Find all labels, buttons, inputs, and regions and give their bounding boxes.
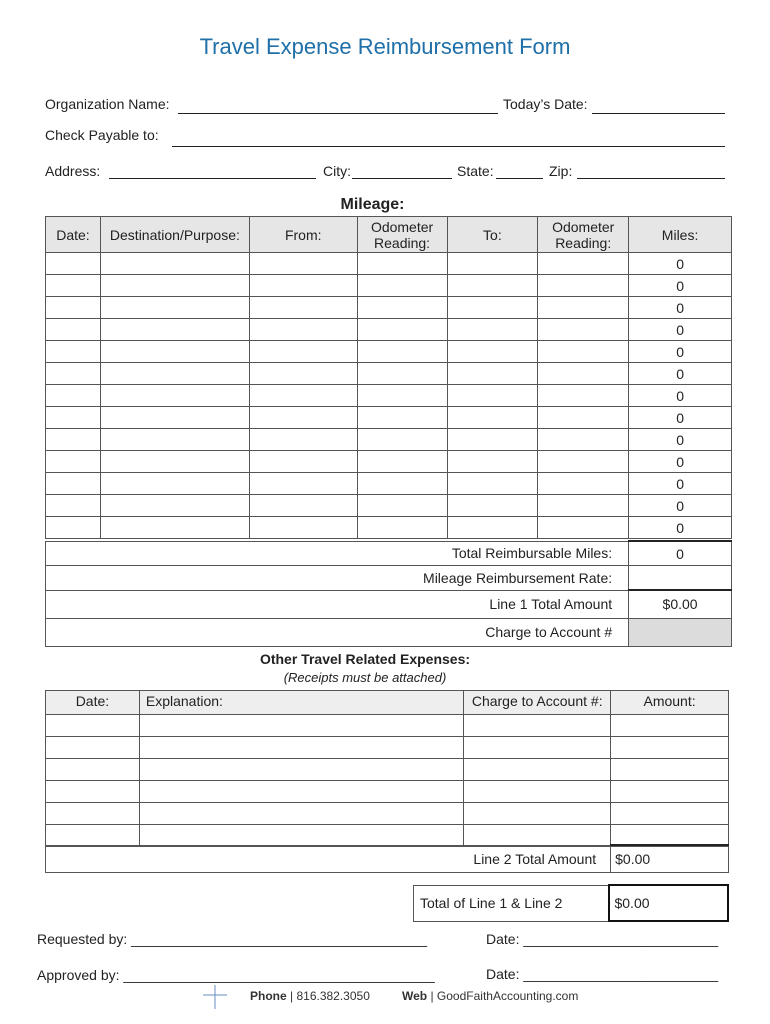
expense-row — [46, 737, 729, 759]
col-miles: Miles: — [629, 217, 732, 253]
mileage-cell[interactable] — [249, 429, 357, 451]
mileage-cell[interactable] — [46, 495, 101, 517]
mileage-cell[interactable] — [249, 297, 357, 319]
mileage-cell[interactable] — [357, 385, 447, 407]
mileage-cell[interactable] — [249, 495, 357, 517]
expense-cell[interactable] — [46, 737, 140, 759]
city-label: City: — [323, 163, 351, 179]
mileage-row — [46, 297, 732, 319]
mileage-cell[interactable] — [357, 363, 447, 385]
expense-cell[interactable] — [46, 715, 140, 737]
expense-cell[interactable] — [464, 803, 611, 825]
cross-icon — [203, 985, 227, 1009]
phone-label: Phone — [250, 989, 287, 1003]
miles-cell[interactable]: 0 — [629, 363, 732, 385]
miles-cell[interactable]: 0 — [629, 275, 732, 297]
approved-date-line[interactable]: Date: _________________________ — [486, 966, 719, 982]
mileage-cell[interactable] — [100, 517, 249, 539]
mileage-cell[interactable] — [538, 451, 629, 473]
mileage-cell[interactable] — [46, 253, 101, 275]
form-title: Travel Expense Reimbursement Form — [199, 34, 571, 59]
grand-total-box — [413, 884, 729, 922]
mileage-cell[interactable] — [538, 275, 629, 297]
miles-cell[interactable]: 0 — [629, 517, 732, 539]
todays-date-label: Today’s Date: — [503, 96, 588, 112]
mileage-cell[interactable] — [357, 297, 447, 319]
mileage-cell[interactable] — [538, 517, 629, 539]
organization-name-label: Organization Name: — [45, 96, 170, 112]
expense-cell[interactable] — [139, 715, 463, 737]
mileage-cell[interactable] — [538, 341, 629, 363]
phone-value: | 816.382.3050 — [290, 989, 370, 1003]
mileage-cell[interactable] — [249, 253, 357, 275]
mileage-cell[interactable] — [447, 451, 538, 473]
mileage-cell[interactable] — [100, 319, 249, 341]
miles-cell[interactable]: 0 — [629, 253, 732, 275]
expense-cell[interactable] — [611, 803, 729, 825]
mileage-cell[interactable] — [357, 341, 447, 363]
miles-cell[interactable]: 0 — [629, 385, 732, 407]
expense-cell[interactable] — [464, 715, 611, 737]
expense-cell[interactable] — [139, 737, 463, 759]
mileage-cell[interactable] — [100, 341, 249, 363]
approved-by-line[interactable]: Approved by: ________________________________________ — [37, 967, 435, 983]
mileage-cell[interactable] — [447, 429, 538, 451]
expense-cell[interactable] — [611, 715, 729, 737]
expense-cell[interactable] — [139, 803, 463, 825]
mileage-cell[interactable] — [357, 473, 447, 495]
miles-cell[interactable]: 0 — [629, 297, 732, 319]
requested-by-line[interactable]: Requested by: ______________________________________ — [37, 931, 428, 947]
mileage-cell[interactable] — [447, 517, 538, 539]
mileage-cell[interactable] — [249, 341, 357, 363]
mileage-cell[interactable] — [100, 407, 249, 429]
mileage-cell[interactable] — [538, 473, 629, 495]
mileage-cell[interactable] — [447, 363, 538, 385]
web-value: | GoodFaithAccounting.com — [430, 989, 579, 1003]
organization-name-field[interactable] — [178, 113, 498, 114]
mileage-cell[interactable] — [100, 297, 249, 319]
mileage-cell[interactable] — [100, 451, 249, 473]
expense-cell[interactable] — [611, 781, 729, 803]
mileage-row — [46, 451, 732, 473]
mileage-cell[interactable] — [100, 385, 249, 407]
miles-cell[interactable]: 0 — [629, 407, 732, 429]
mileage-cell[interactable] — [538, 319, 629, 341]
col-from: From: — [249, 217, 357, 253]
mileage-cell[interactable] — [100, 363, 249, 385]
requested-date-line[interactable]: Date: _________________________ — [486, 931, 719, 947]
mileage-cell[interactable] — [46, 385, 101, 407]
expense-cell[interactable] — [46, 781, 140, 803]
mileage-row — [46, 319, 732, 341]
expense-cell[interactable] — [464, 781, 611, 803]
expense-row — [46, 803, 729, 825]
mileage-cell[interactable] — [46, 341, 101, 363]
mileage-cell[interactable] — [100, 495, 249, 517]
grand-total-value: $0.00 — [609, 885, 728, 921]
line2-value: $0.00 — [611, 845, 729, 872]
footer-phone — [250, 989, 370, 1003]
mileage-row — [46, 275, 732, 297]
miles-cell[interactable]: 0 — [629, 473, 732, 495]
mileage-row — [46, 473, 732, 495]
mileage-row — [46, 253, 732, 275]
todays-date-field[interactable] — [592, 113, 725, 114]
mileage-cell[interactable] — [46, 407, 101, 429]
city-field[interactable] — [352, 178, 452, 179]
mileage-cell[interactable] — [249, 517, 357, 539]
grand-total-label: Total of Line 1 & Line 2 — [414, 885, 610, 921]
mileage-cell[interactable] — [249, 407, 357, 429]
mileage-table — [45, 216, 732, 539]
expense-cell[interactable] — [46, 759, 140, 781]
expense-cell[interactable] — [464, 759, 611, 781]
mileage-cell[interactable] — [447, 297, 538, 319]
line1-label: Line 1 Total Amount — [46, 590, 629, 618]
total-miles-label: Total Reimbursable Miles: — [46, 541, 629, 566]
expense-cell[interactable] — [611, 759, 729, 781]
receipts-note: (Receipts must be attached) — [283, 670, 447, 685]
other-expenses-heading: Other Travel Related Expenses: — [259, 651, 471, 667]
web-label: Web — [402, 989, 428, 1003]
mileage-cell[interactable] — [447, 275, 538, 297]
mileage-cell[interactable] — [538, 297, 629, 319]
mileage-cell[interactable] — [447, 473, 538, 495]
mileage-cell[interactable] — [46, 473, 101, 495]
mileage-cell[interactable] — [100, 429, 249, 451]
mileage-cell[interactable] — [249, 385, 357, 407]
check-payable-field[interactable] — [172, 146, 725, 147]
mileage-cell[interactable] — [100, 473, 249, 495]
mileage-row — [46, 341, 732, 363]
mileage-cell[interactable] — [357, 407, 447, 429]
mileage-cell[interactable] — [538, 363, 629, 385]
mileage-header-row — [46, 217, 732, 253]
rate-value[interactable] — [629, 566, 732, 591]
expense-cell[interactable] — [611, 737, 729, 759]
expense-row — [46, 715, 729, 737]
col-to: To: — [447, 217, 538, 253]
mileage-cell[interactable] — [538, 429, 629, 451]
col-other-date: Date: — [46, 691, 140, 715]
mileage-cell[interactable] — [447, 253, 538, 275]
mileage-cell[interactable] — [357, 319, 447, 341]
mileage-cell[interactable] — [447, 319, 538, 341]
mileage-cell[interactable] — [46, 517, 101, 539]
mileage-cell[interactable] — [538, 495, 629, 517]
mileage-cell[interactable] — [100, 253, 249, 275]
mileage-cell[interactable] — [357, 451, 447, 473]
miles-cell[interactable]: 0 — [629, 495, 732, 517]
mileage-cell[interactable] — [46, 297, 101, 319]
mileage-cell[interactable] — [249, 275, 357, 297]
mileage-cell[interactable] — [538, 407, 629, 429]
line2-summary — [45, 844, 729, 873]
line2-label: Line 2 Total Amount — [46, 845, 611, 872]
col-odometer-end: Odometer Reading: — [538, 217, 629, 253]
mileage-cell[interactable] — [447, 341, 538, 363]
zip-field[interactable] — [577, 178, 725, 179]
expense-cell[interactable] — [139, 759, 463, 781]
mileage-cell[interactable] — [357, 275, 447, 297]
mileage-row — [46, 429, 732, 451]
expense-row — [46, 759, 729, 781]
mileage-cell[interactable] — [447, 495, 538, 517]
mileage-row — [46, 385, 732, 407]
mileage-cell[interactable] — [357, 517, 447, 539]
line1-value: $0.00 — [629, 590, 732, 618]
mileage-cell[interactable] — [249, 319, 357, 341]
mileage-cell[interactable] — [447, 385, 538, 407]
total-miles-value: 0 — [629, 541, 732, 566]
mileage-cell[interactable] — [357, 253, 447, 275]
expense-cell[interactable] — [464, 737, 611, 759]
col-odometer-start: Odometer Reading: — [357, 217, 447, 253]
mileage-cell[interactable] — [538, 385, 629, 407]
mileage-cell[interactable] — [46, 429, 101, 451]
col-amount: Amount: — [611, 691, 729, 715]
miles-cell[interactable]: 0 — [629, 429, 732, 451]
other-expenses-table — [45, 690, 729, 847]
address-field[interactable] — [109, 178, 316, 179]
check-payable-label: Check Payable to: — [45, 127, 159, 143]
mileage-row — [46, 517, 732, 539]
expense-row — [46, 781, 729, 803]
miles-cell[interactable]: 0 — [629, 341, 732, 363]
mileage-cell[interactable] — [357, 495, 447, 517]
mileage-cell[interactable] — [249, 473, 357, 495]
footer-web — [402, 989, 578, 1003]
col-date: Date: — [46, 217, 101, 253]
other-header-row — [46, 691, 729, 715]
expense-cell[interactable] — [46, 803, 140, 825]
expense-cell[interactable] — [139, 781, 463, 803]
state-field[interactable] — [496, 178, 543, 179]
mileage-cell[interactable] — [249, 451, 357, 473]
rate-label: Mileage Reimbursement Rate: — [46, 566, 629, 591]
mileage-cell[interactable] — [46, 319, 101, 341]
mileage-cell[interactable] — [46, 451, 101, 473]
mileage-cell[interactable] — [447, 407, 538, 429]
miles-cell[interactable]: 0 — [629, 319, 732, 341]
miles-cell[interactable]: 0 — [629, 451, 732, 473]
charge-account-field[interactable] — [629, 618, 732, 646]
mileage-row — [46, 495, 732, 517]
col-explanation: Explanation: — [139, 691, 463, 715]
col-destination: Destination/Purpose: — [100, 217, 249, 253]
mileage-heading: Mileage: — [340, 196, 405, 213]
mileage-cell[interactable] — [46, 363, 101, 385]
mileage-row — [46, 363, 732, 385]
mileage-cell[interactable] — [100, 275, 249, 297]
state-label: State: — [457, 163, 494, 179]
zip-label: Zip: — [549, 163, 573, 179]
mileage-cell[interactable] — [46, 275, 101, 297]
address-label: Address: — [45, 163, 101, 179]
mileage-cell[interactable] — [538, 253, 629, 275]
mileage-cell[interactable] — [357, 429, 447, 451]
col-charge-account: Charge to Account #: — [464, 691, 611, 715]
charge-account-label: Charge to Account # — [46, 618, 629, 646]
mileage-cell[interactable] — [249, 363, 357, 385]
mileage-summary — [45, 540, 732, 647]
mileage-row — [46, 407, 732, 429]
